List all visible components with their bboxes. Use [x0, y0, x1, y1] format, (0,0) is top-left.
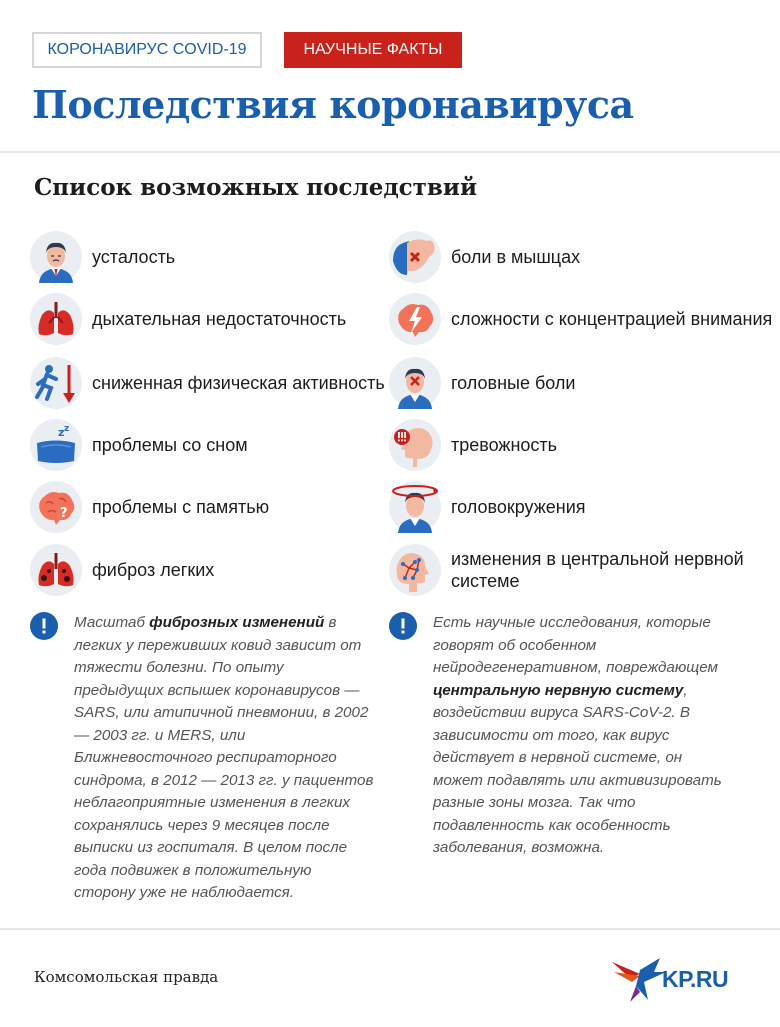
list-item	[30, 230, 175, 284]
info-icon	[30, 612, 58, 640]
list-item	[389, 418, 557, 472]
note-text	[433, 612, 734, 860]
svg-text:z: z	[64, 424, 70, 434]
kp-logo-text: KP.RU	[662, 965, 729, 992]
note-text-part: Масштаб	[74, 614, 150, 631]
list-item-label: головокружения	[451, 497, 586, 517]
brain-question-icon	[30, 481, 82, 533]
list-item	[30, 543, 214, 597]
divider	[0, 151, 780, 153]
lungs-icon	[30, 293, 82, 345]
note-text	[74, 612, 375, 905]
note-text-part: , воздействии вируса SARS-CoV-2. В зависимости от того, как вирус действует в нервной системе, он может подавлять или активизировать разные зоны мозга. Так что подавленность как особенность заболевания, возможна.	[433, 681, 722, 856]
dizzy-person-icon	[389, 481, 441, 533]
nervous-system-head-icon	[389, 544, 441, 596]
list-item	[389, 543, 780, 597]
list-item-label: тревожность	[451, 435, 558, 455]
anxiety-head-icon	[389, 419, 441, 471]
list-item-label: боли в мышцах	[451, 247, 581, 267]
note-text-bold: фиброзных изменений	[149, 614, 325, 631]
tag-covid[interactable]	[32, 32, 262, 68]
list-item-label: проблемы со сном	[92, 435, 248, 455]
arm-muscle-pain-icon	[389, 231, 441, 283]
svg-text:?: ?	[60, 506, 68, 521]
list-item-label: дыхательная недостаточность	[92, 309, 347, 329]
list-item-label: сложности с концентрацией внимания	[451, 309, 773, 329]
headache-person-icon	[389, 357, 441, 409]
list-item	[30, 418, 248, 472]
note-text-part: в легких у переживших ковид зависит от тяжести болезни. По опыту предыдущих вспышек коронавирусов — SARS, или атипичной пневмонии, в 2002 — 2003 гг. и MERS, или Ближневосточного респираторного синдрома, в 2012 — 2013 гг. у пациентов неблагоприятные изменения в легких сохранялись через 9 месяцев после выписки из госпиталя. В целом после года подвижек в положительную сторону уже не наблюдается.	[74, 614, 374, 901]
list-item-label: усталость	[92, 247, 176, 267]
svg-text:z: z	[58, 426, 65, 439]
note-nervous-system	[389, 612, 734, 860]
note-fibrosis	[30, 612, 375, 905]
list-title: Список возможных последствий	[34, 174, 478, 201]
list-item-label: фиброз легких	[92, 560, 215, 580]
info-icon	[389, 612, 417, 640]
brain-lightning-icon	[389, 293, 441, 345]
lungs-fibrosis-icon	[30, 544, 82, 596]
publisher-name: Комсомольская правда	[34, 968, 219, 986]
tag-covid-label: КОРОНАВИРУС COVID-19	[47, 41, 247, 58]
running-person-down-arrow-icon	[30, 357, 82, 409]
kp-logo[interactable]	[610, 952, 760, 1006]
list-item	[389, 292, 772, 346]
list-item	[30, 356, 385, 410]
tired-person-icon	[30, 231, 82, 283]
list-item-label: головные боли	[451, 373, 576, 393]
note-text-bold: центральную нервную систему	[433, 681, 684, 699]
page-title: Последствия коронавируса	[32, 82, 634, 127]
list-item-label: проблемы с памятью	[92, 497, 270, 517]
pillow-sleep-icon	[30, 419, 82, 471]
note-text-part: Есть научные исследования, которые говорят об особенном нейродегенеративном, повреждающем	[433, 614, 718, 676]
list-item	[389, 480, 586, 534]
list-item	[389, 230, 580, 284]
list-item-label: изменения в центральной нервной системе	[451, 549, 744, 591]
divider	[0, 928, 780, 930]
tag-science-label: НАУЧНЫЕ ФАКТЫ	[303, 41, 443, 58]
list-item	[30, 480, 269, 534]
list-item	[389, 356, 575, 410]
list-item	[30, 292, 346, 346]
list-item-label: сниженная физическая активность	[92, 373, 385, 393]
tag-science-facts[interactable]	[284, 32, 462, 68]
bird-logo-icon	[610, 952, 668, 1006]
